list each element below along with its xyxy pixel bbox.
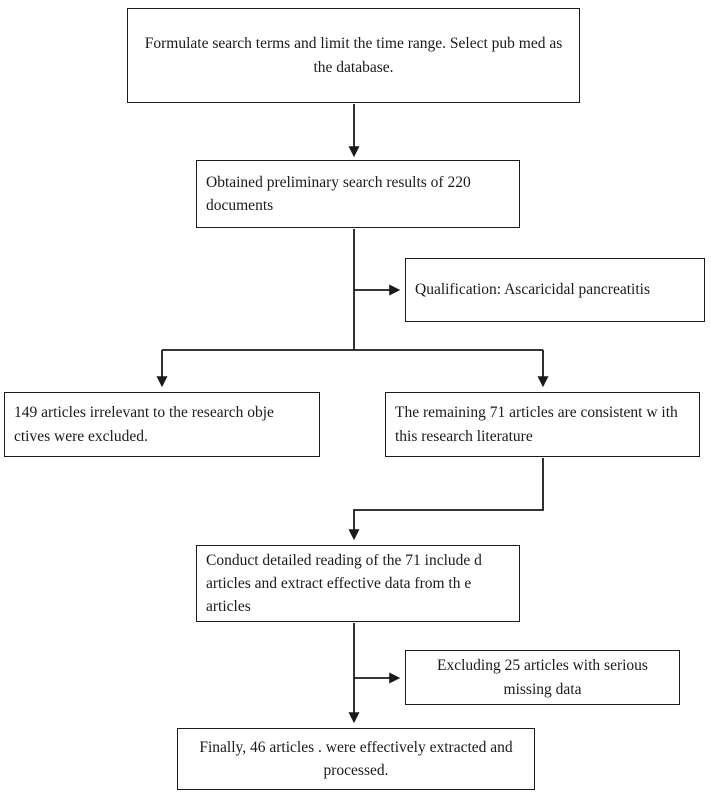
flow-node-excluding-25: Excluding 25 articles with serious missing data [405,650,680,705]
flow-node-excluded-149: 149 articles irrelevant to the research obje ctives were excluded. [4,392,320,457]
flow-node-detailed-reading: Conduct detailed reading of the 71 include d articles and extract effective data from th e articles [196,545,520,622]
flow-node-formulate-search: Formulate search terms and limit the time range. Select pub med as the database. [127,8,580,103]
arrow-remaining-to-reading [354,458,543,538]
flow-node-preliminary-results: Obtained preliminary search results of 220 documents [196,160,520,228]
flow-node-final-46: Finally, 46 articles . were effectively extracted and processed. [177,728,535,790]
flow-node-remaining-71: The remaining 71 articles are consistent w ith this research literature [385,392,700,457]
flow-node-qualification: Qualification: Ascaricidal pancreatitis [405,258,705,322]
